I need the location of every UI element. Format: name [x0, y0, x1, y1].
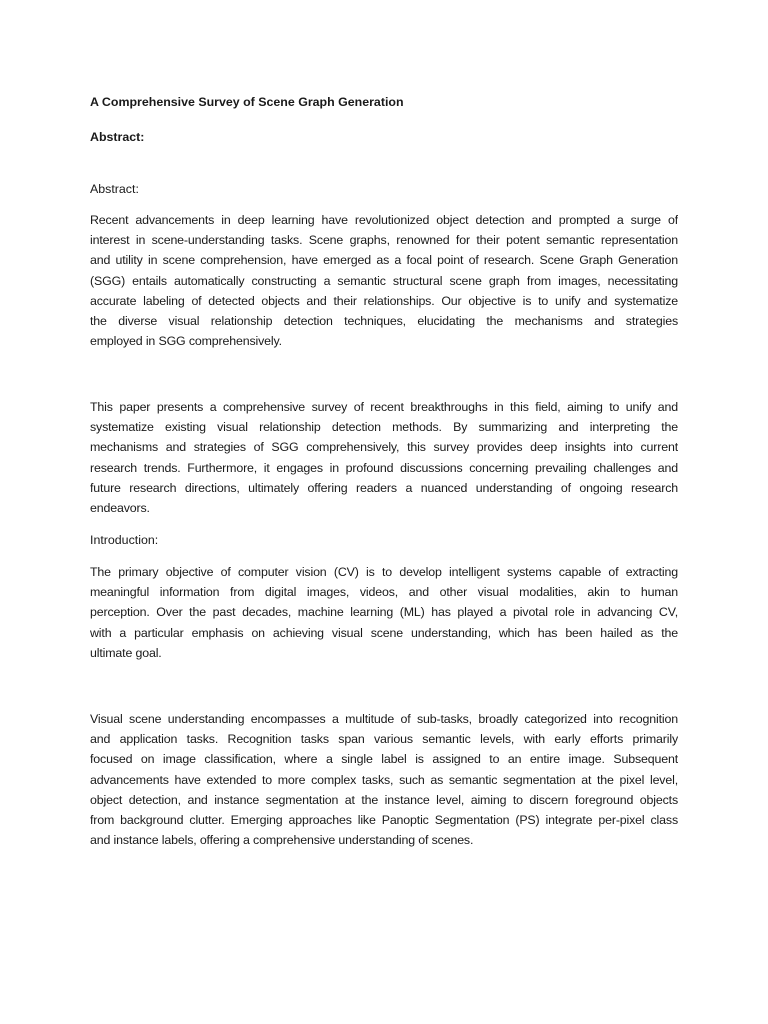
- paragraph-line: ultimate goal.: [90, 645, 162, 660]
- paragraph-line: focused on image classification, where a single label is assigned to an entire image. Subsequent: [90, 752, 678, 767]
- paragraph-line: research trends. Furthermore, it engages in profound discussions concerning prevailing challenges and: [90, 460, 678, 475]
- paragraph-line: The primary objective of computer vision (CV) is to develop intelligent systems capable of extracting: [90, 565, 678, 579]
- paragraph-line: interest in scene-understanding tasks. Scene graphs, renowned for their potent semantic representation: [90, 233, 678, 248]
- paragraph-line: Recent advancements in deep learning have revolutionized object detection and prompted a surge of: [90, 213, 678, 227]
- paragraph-line: mechanisms and strategies of SGG comprehensively, this survey provides deep insights into current: [90, 440, 678, 455]
- paragraph-line: object detection, and instance segmentation at the instance level, aiming to discern foreground objects: [90, 792, 678, 807]
- paragraph-line: systematize existing visual relationship detection methods. By summarizing and interpreting the: [90, 420, 678, 435]
- paragraph-line: employed in SGG comprehensively.: [90, 334, 282, 349]
- document-title: A Comprehensive Survey of Scene Graph Generation: [90, 95, 404, 109]
- introduction-heading: Introduction:: [90, 533, 159, 547]
- abstract-heading: Abstract:: [90, 182, 139, 196]
- paragraph-line: endeavors.: [90, 501, 150, 516]
- paragraph-line: accurate labeling of detected objects and their relationships. Our objective is to unify and systematize: [90, 293, 678, 308]
- paragraph-line: advancements have extended to more complex tasks, such as semantic segmentation at the pixel level,: [90, 772, 678, 787]
- paragraph: [90, 709, 678, 850]
- paragraph-line: and utility in scene comprehension, have emerged as a focal point of research. Scene Graph Generation: [90, 253, 678, 268]
- paragraph-line: future research directions, ultimately offering readers a nuanced understanding of ongoing research: [90, 480, 678, 495]
- paragraph-line: and application tasks. Recognition tasks span various semantic levels, with early efforts primarily: [90, 732, 678, 747]
- paragraph-line: from background clutter. Emerging approaches like Panoptic Segmentation (PS) integrate per-pixel class: [90, 813, 678, 828]
- paragraph: [90, 210, 678, 351]
- paragraph: [90, 562, 678, 663]
- paragraph: [90, 397, 678, 518]
- paragraph-line: the diverse visual relationship detection techniques, elucidating the mechanisms and strategies: [90, 314, 678, 329]
- paragraph-line: This paper presents a comprehensive survey of recent breakthroughs in this field, aiming to unify and: [90, 400, 678, 414]
- paragraph-line: and instance labels, offering a comprehensive understanding of scenes.: [90, 833, 474, 848]
- paragraph-line: meaningful information from digital images, videos, and other visual modalities, akin to human: [90, 585, 678, 600]
- paragraph-line: (SGG) entails automatically constructing a semantic structural scene graph from images, necessitating: [90, 273, 678, 288]
- paragraph-line: Visual scene understanding encompasses a multitude of sub-tasks, broadly categorized into recognition: [90, 712, 678, 726]
- paragraph-line: with a particular emphasis on achieving visual scene understanding, which has been hailed as the: [90, 625, 678, 640]
- paragraph-line: perception. Over the past decades, machine learning (ML) has played a pivotal role in advancing CV,: [90, 605, 678, 620]
- abstract-heading-bold: Abstract:: [90, 130, 145, 144]
